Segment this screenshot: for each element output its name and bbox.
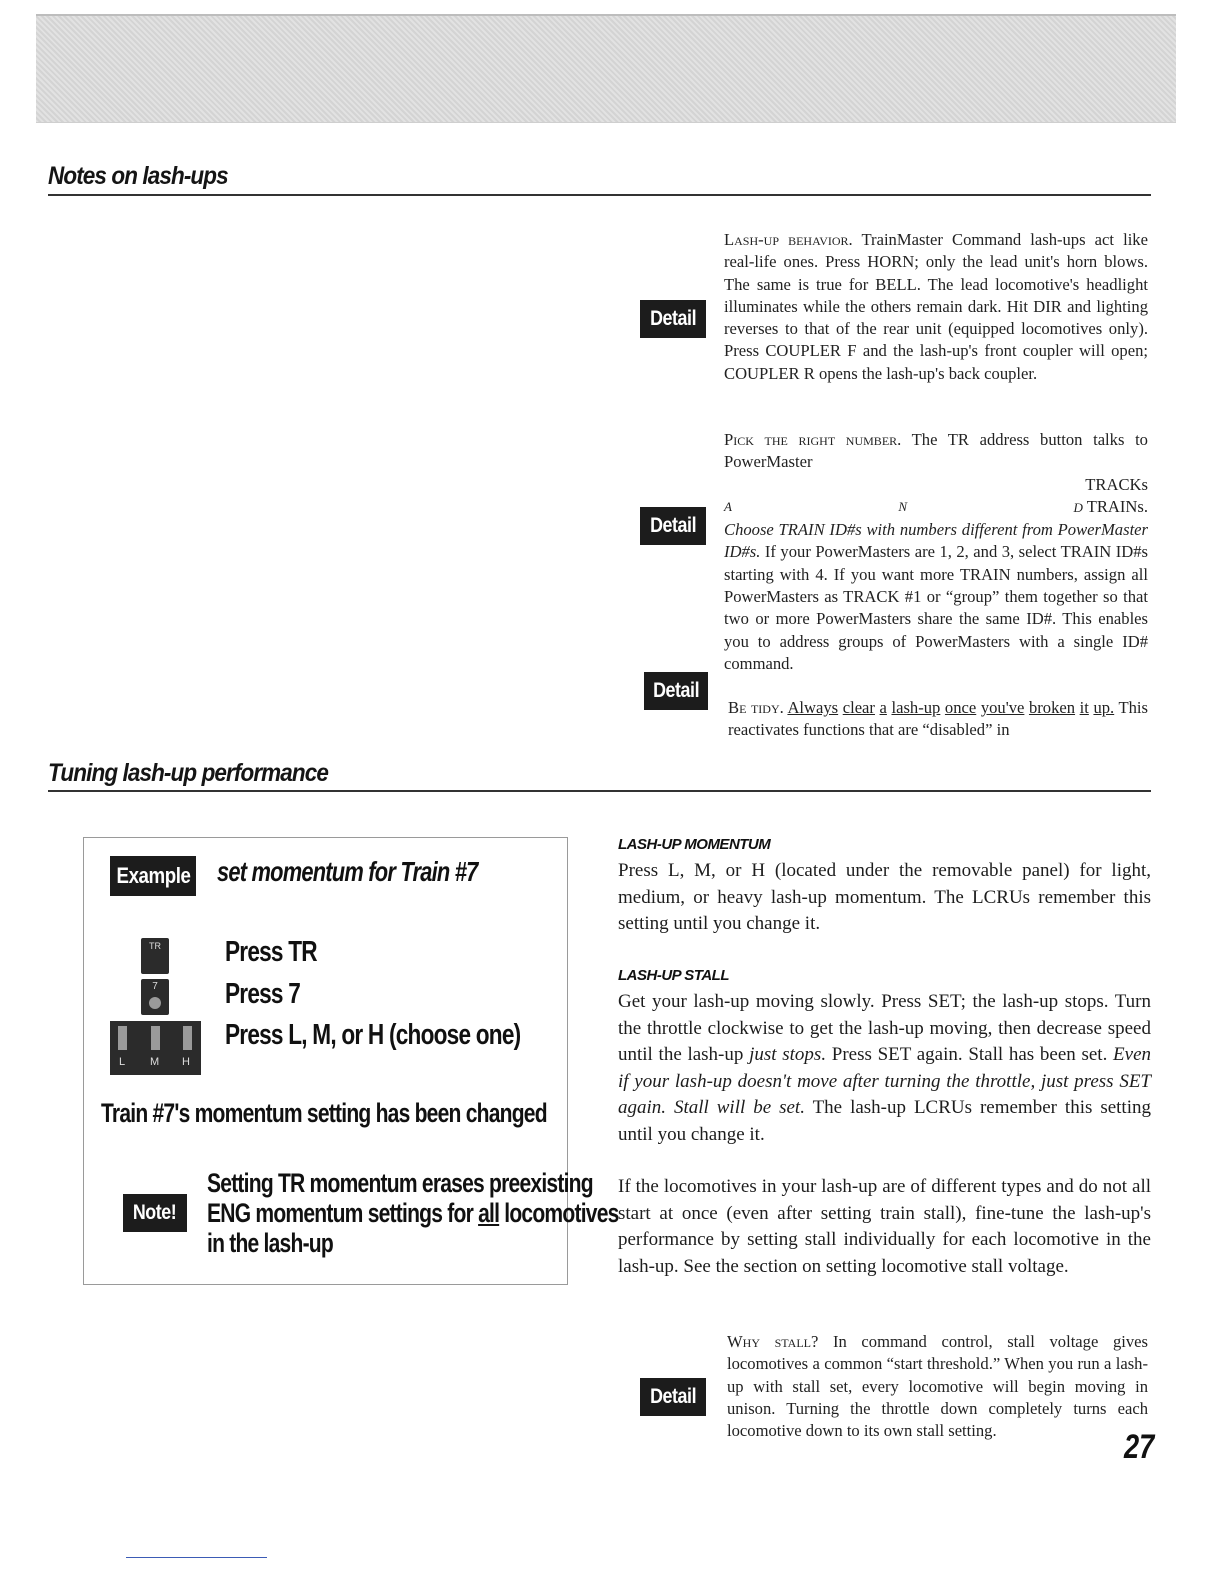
page-number: 27 [1124,1428,1155,1466]
detail-lead: Lash-up behavior. [724,230,853,249]
header-banner [36,14,1176,123]
lmh-buttons-icon: L M H [110,1021,201,1075]
detail-be-tidy: Be tidy. Always clear a lash-up once you've broken it up. This reactivates functions that are “disabled” in [728,698,1148,740]
example-box [83,837,619,1285]
note-badge: Note! [123,1194,187,1232]
example-title: set momentum for Train #7 [217,856,478,887]
tr-button-icon: TR [141,938,169,974]
section-title-notes: Notes on lash-ups [48,162,228,190]
detail-lead: Why stall? [727,1332,819,1351]
detail-badge: Detail [640,300,706,338]
step-press-7: Press 7 [225,978,301,1010]
heading-lash-up-momentum: LASH-UP MOMENTUM [618,836,771,853]
example-result: Train #7's momentum setting has been changed [101,1098,547,1128]
heading-lash-up-stall: LASH-UP STALL [618,967,729,984]
number-7-button-icon: 7 [141,979,169,1015]
section-title-tuning: Tuning lash-up performance [48,759,328,787]
example-badge: Example [110,856,196,896]
finetune-text: If the locomotives in your lash-up are of different types and do not all start at once (even after setting train stall), fine-tune the lash-up's performance by setting stall individually for each locomotive in the lash-up. See the section on setting locomotive stall voltage. [618,1176,1151,1277]
footer-rule [126,1557,267,1558]
momentum-text: Press L, M, or H (located under the removable panel) for light, medium, or heavy lash-up momentum. The LCRUs remember this setting until you change it. [618,860,1151,934]
note-text: Setting TR momentum erases preexisting ENG momentum settings for all locomotives in the lash-up [207,1168,619,1258]
detail-why-stall: Why stall? In command control, stall voltage gives locomotives a common “start threshold.” When you run a lash-up with stall set, every locomotive will begin moving in unison. Turning the throttle down completely turns each locomotive down to its own stall setting. [727,1332,1148,1441]
detail-badge: Detail [640,507,706,545]
section-rule [48,194,1151,196]
step-press-lmh: Press L, M, or H (choose one) [225,1019,521,1051]
stall-text: Get your lash-up moving slowly. Press SET; the lash-up stops. Turn the throttle clockwise to get the lash-up moving, then decrease speed until the lash-up just stops. Press SET again. Stall has been set. Even if your lash-up doesn't move after turning the throttle, just press SET again. Stall will be set. The lash-up LCRUs remember this setting until you change it. [618,991,1152,1145]
detail-emphasis: Choose TRAIN ID#s with numbers different from PowerMaster ID#s. [724,520,1148,562]
detail-body: TrainMaster Command lash-ups act like real-life ones. Press HORN; only the lead unit's horn blows. The same is true for BELL. The lead locomotive's headlight illuminates while the others remain dark. Hit DIR and lighting reverses to that of the rear unit (equipped locomotives only). Press COUPLER F and the lash-up's front coupler will open; COUPLER R opens the lash-up's back coupler. [724,230,1148,383]
detail-badge: Detail [644,672,708,710]
detail-pick-number: Pick the right number. The TR address button talks to PowerMaster TRACKs A N D TRAINs. Choose TRAIN ID#s with numbers different from PowerMaster ID#s. If your PowerMasters are 1, 2, and 3, select TRAIN ID#s starting with 4. If you want more TRAIN numbers, assign all PowerMasters as TRACK #1 or “group” them together so that two or more PowerMasters share the same ID#. This enables you to address groups of PowerMasters with a single ID# command. [724,430,1149,673]
detail-lead: Pick the right number. [724,430,902,449]
detail-badge: Detail [640,1378,706,1416]
detail-lash-up-behavior [724,229,1148,385]
section-rule [48,790,1151,792]
detail-lead: Be tidy. [728,698,784,717]
step-press-tr: Press TR [225,936,317,968]
